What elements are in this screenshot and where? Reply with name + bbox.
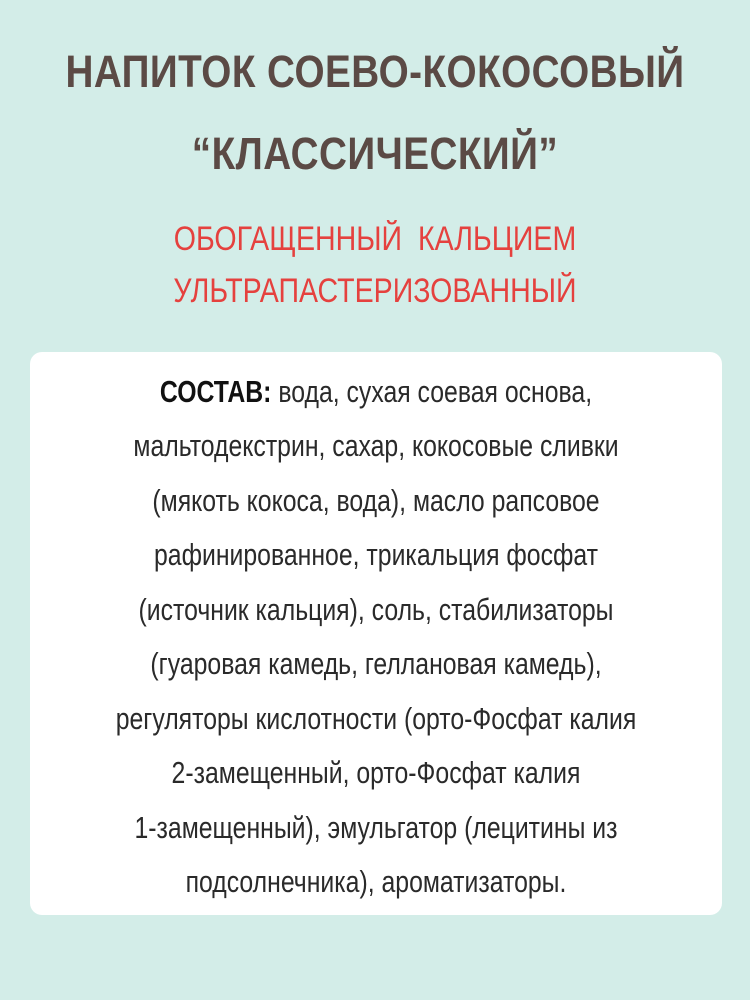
composition-label: СОСТАВ: [159, 374, 272, 409]
composition-line: подсолнечника), ароматизаторы. [185, 864, 567, 899]
composition-line: рафинированное, трикальция фосфат [153, 537, 598, 572]
product-title-line-1: НАПИТОК СОЕВО-КОКОСОВЫЙ [65, 46, 685, 97]
composition-line: 2-замещенный, орто-Фосфат калия [171, 755, 581, 790]
composition-line: регуляторы кислотности (орто-Фосфат калия [115, 701, 637, 736]
composition-line: 1-замещенный), эмульгатор (лецитины из [134, 810, 618, 845]
composition-text: вода, сухая соевая основа, [271, 374, 593, 409]
composition-line: (гуаровая камедь, геллановая камедь), [150, 646, 602, 681]
product-title-line-2: “КЛАССИЧЕСКИЙ” [191, 128, 559, 179]
subtitle-line-1: ОБОГАЩЕННЫЙ КАЛЬЦИЕМ [173, 220, 577, 258]
composition-line: (источник кальция), соль, стабилизаторы [138, 592, 614, 627]
composition-line: (мякоть кокоса, вода), масло рапсовое [152, 483, 600, 518]
composition-line: мальтодекстрин, сахар, кокосовые сливки [133, 428, 619, 463]
subtitle-line-2: УЛЬТРАПАСТЕРИЗОВАННЫЙ [173, 272, 577, 310]
composition-line [99, 374, 653, 410]
composition-card [30, 352, 722, 915]
